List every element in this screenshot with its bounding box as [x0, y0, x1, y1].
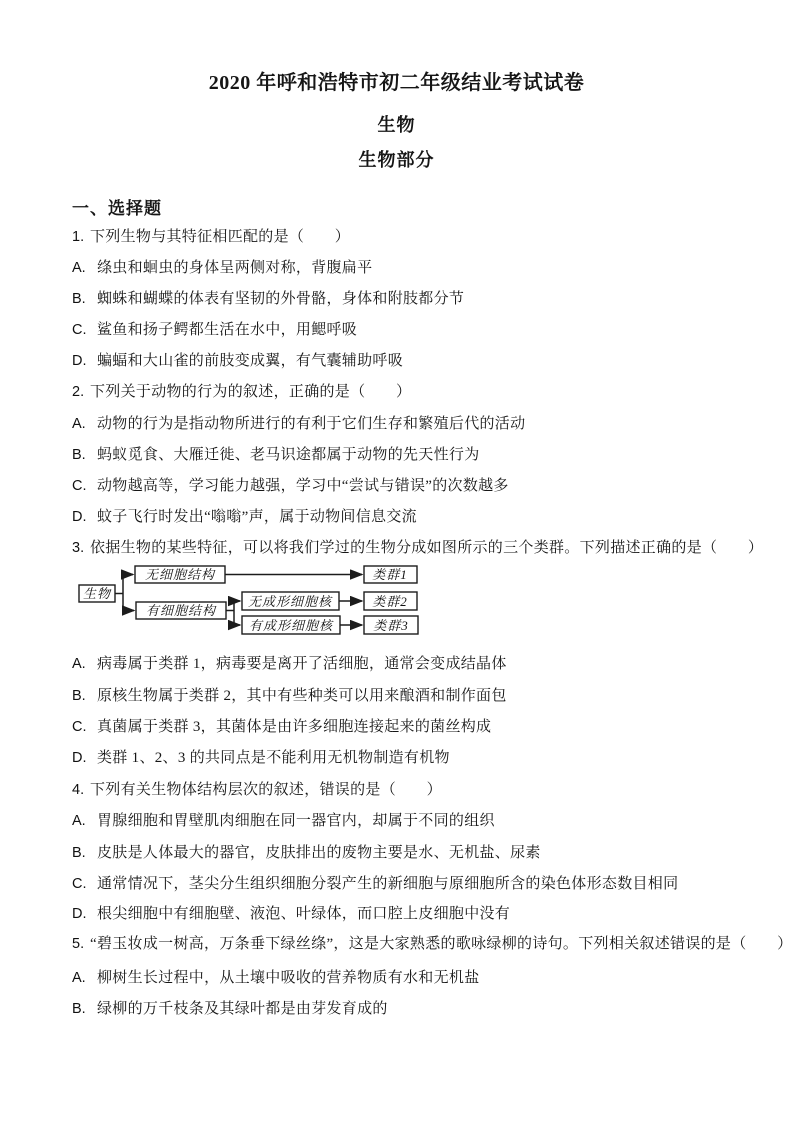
question-2-option-c — [72, 476, 509, 496]
question-2-option-a — [72, 414, 525, 434]
question-3-option-a — [72, 654, 507, 674]
section-heading: 一、选择题 — [72, 199, 162, 218]
group3-label: 类群3 — [373, 618, 409, 633]
option-label: B. — [72, 447, 86, 463]
option-label: C. — [72, 719, 87, 735]
question-number: 5. — [72, 936, 85, 952]
option-text: 绦虫和蛔虫的身体呈两侧对称，背腹扁平 — [97, 260, 373, 276]
option-text: 蝙蝠和大山雀的前肢变成翼，有气囊辅助呼吸 — [97, 353, 404, 369]
group1-label: 类群1 — [372, 567, 408, 582]
has-nucleus-label: 有成形细胞核 — [248, 618, 334, 633]
classification-flowchart — [76, 558, 424, 642]
question-1-stem — [72, 227, 350, 247]
option-text: 通常情况下，茎尖分生组织细胞分裂产生的新细胞与原细胞所含的染色体形态数目相同 — [97, 876, 679, 892]
question-2-option-b — [72, 445, 480, 465]
question-1-option-a — [72, 258, 372, 278]
subject-title: 生物 — [377, 115, 416, 135]
no-cell-label: 无细胞结构 — [144, 567, 216, 582]
option-label: A. — [72, 970, 86, 986]
option-label: A. — [72, 813, 86, 829]
question-text: 下列关于动物的行为的叙述，正确的是（ ） — [90, 384, 412, 400]
option-label: B. — [72, 291, 86, 307]
question-3-stem — [72, 538, 763, 558]
option-label: B. — [72, 688, 86, 704]
question-3-option-b — [72, 686, 507, 706]
option-text: 真菌属于类群 3，其菌体是由许多细胞连接起来的菌丝构成 — [97, 719, 492, 735]
option-label: D. — [72, 353, 87, 369]
question-5-option-b — [72, 999, 388, 1019]
option-text: 胃腺细胞和胃壁肌肉细胞在同一器官内，却属于不同的组织 — [97, 813, 495, 829]
option-label: B. — [72, 1001, 86, 1017]
option-text: 绿柳的万千枝条及其绿叶都是由芽发育成的 — [97, 1001, 388, 1017]
question-4-stem — [72, 780, 442, 800]
question-4-option-b — [72, 843, 541, 863]
question-1-option-b — [72, 289, 464, 309]
question-2-option-d — [72, 507, 417, 527]
part-title: 生物部分 — [358, 150, 435, 170]
option-text: 动物越高等，学习能力越强，学习中“尝试与错误”的次数越多 — [97, 478, 509, 494]
option-text: 蚊子飞行时发出“嗡嗡”声，属于动物间信息交流 — [97, 509, 417, 525]
question-number: 3. — [72, 540, 85, 556]
option-text: 病毒属于类群 1，病毒要是离开了活细胞，通常会变成结晶体 — [97, 656, 507, 672]
option-text: 类群 1、2、3 的共同点是不能利用无机物制造有机物 — [97, 750, 450, 766]
page-title: 2020 年呼和浩特市初二年级结业考试试卷 — [208, 72, 585, 94]
option-text: 蚂蚁觅食、大雁迁徙、老马识途都属于动物的先天性行为 — [97, 447, 480, 463]
question-number: 4. — [72, 782, 85, 798]
option-label: B. — [72, 845, 86, 861]
question-text: “碧玉妆成一树高，万条垂下绿丝绦”，这是大家熟悉的歌咏绿柳的诗句。下列相关叙述错误的是（ ） — [90, 936, 793, 952]
question-4-option-d — [72, 904, 510, 924]
option-label: C. — [72, 876, 87, 892]
option-label: A. — [72, 260, 86, 276]
no-nucleus-label: 无成形细胞核 — [247, 594, 333, 609]
question-2-stem — [72, 382, 411, 402]
option-text: 根尖细胞中有细胞壁、液泡、叶绿体，而口腔上皮细胞中没有 — [97, 906, 511, 922]
root-label: 生物 — [82, 586, 112, 601]
option-text: 动物的行为是指动物所进行的有利于它们生存和繁殖后代的活动 — [97, 416, 526, 432]
option-text: 原核生物属于类群 2，其中有些种类可以用来酿酒和制作面包 — [97, 688, 507, 704]
option-label: D. — [72, 509, 87, 525]
question-text: 依据生物的某些特征，可以将我们学过的生物分成如图所示的三个类群。下列描述正确的是（ ） — [90, 540, 764, 556]
question-3-option-d — [72, 748, 450, 768]
option-label: D. — [72, 750, 87, 766]
question-text: 下列有关生物体结构层次的叙述，错误的是（ ） — [90, 782, 442, 798]
question-number: 2. — [72, 384, 85, 400]
group2-label: 类群2 — [372, 594, 408, 609]
question-4-option-a — [72, 811, 495, 831]
option-label: A. — [72, 656, 86, 672]
question-number: 1. — [72, 229, 85, 245]
option-label: C. — [72, 478, 87, 494]
question-1-option-d — [72, 351, 403, 371]
option-label: D. — [72, 906, 87, 922]
question-5-stem — [72, 934, 792, 954]
option-text: 柳树生长过程中，从土壤中吸收的营养物质有水和无机盐 — [97, 970, 480, 986]
question-3-option-c — [72, 717, 491, 737]
question-1-option-c — [72, 320, 357, 340]
question-text: 下列生物与其特征相匹配的是（ ） — [90, 229, 351, 245]
option-label: A. — [72, 416, 86, 432]
question-5-option-a — [72, 968, 480, 988]
question-4-option-c — [72, 874, 678, 894]
option-label: C. — [72, 322, 87, 338]
has-cell-label: 有细胞结构 — [145, 603, 217, 618]
option-text: 鲨鱼和扬子鳄都生活在水中，用鳃呼吸 — [97, 322, 358, 338]
option-text: 皮肤是人体最大的器官，皮肤排出的废物主要是水、无机盐、尿素 — [97, 845, 541, 861]
option-text: 蜘蛛和蝴蝶的体表有坚韧的外骨骼，身体和附肢都分节 — [97, 291, 465, 307]
